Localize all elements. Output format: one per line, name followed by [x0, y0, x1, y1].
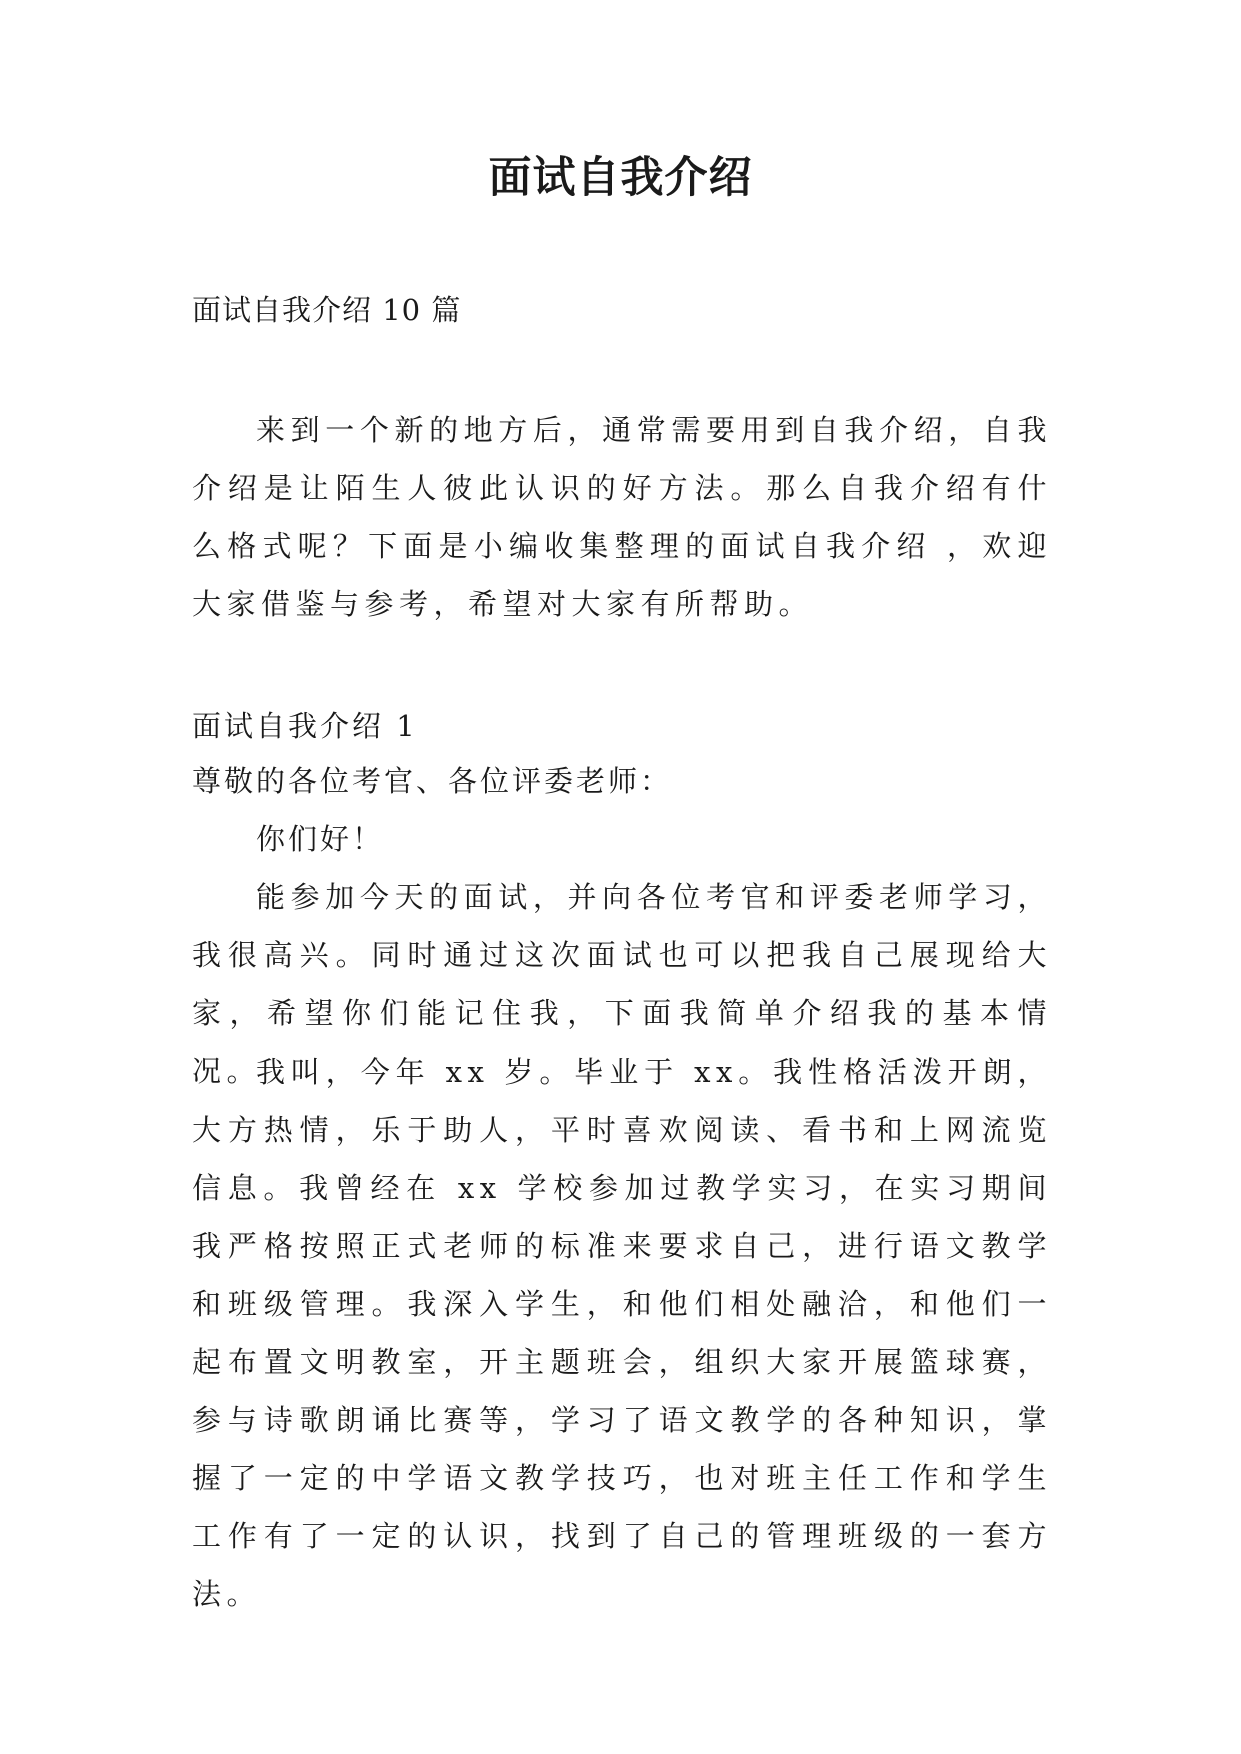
greeting: 你们好！ — [256, 822, 385, 856]
section-heading: 面试自我介绍 1 — [192, 709, 418, 743]
salutation: 尊敬的各位考官、各位评委老师： — [192, 764, 673, 798]
document-subtitle: 面试自我介绍 10 篇 — [192, 293, 462, 327]
body-paragraph: 能参加今天的面试，并向各位考官和评委老师学习，我很高兴。同时通过这次面试也可以把我自己展现给大家，希望你们能记住我，下面我简单介绍我的基本情况。 — [192, 880, 1052, 1088]
body-paragraph: 我叫，今年 xx 岁。毕业于 xx。我性格活泼开朗，大方热情，乐于助人，平时喜欢阅读、看书和上网流览信息。我曾经在 xx 学校参加过教学实习，在实习期间我严格按照正式老师的标准来要求自己，进行语文教学和班级管理。我深入学生，和他们相处融洽，和他们一起布置文明教室，开主题班会，组织大家开展篮球赛，参与诗歌朗诵比赛等，学习了语文教学的各种知识，掌握了一定的中学语文教学技巧，也对班主任工作和学生工作有了一定的认识，找到了自己的管理班级的一套方法。 — [192, 1055, 1052, 1611]
page-title: 面试自我介绍 — [488, 153, 753, 203]
intro-paragraph: 来到一个新的地方后，通常需要用到自我介绍，自我介绍是让陌生人彼此认识的好方法。那么自我介绍有什么格式呢？下面是小编收集整理的面试自我介绍 ，欢迎大家借鉴与参考，希望对大家有所帮助。 — [192, 413, 1052, 621]
